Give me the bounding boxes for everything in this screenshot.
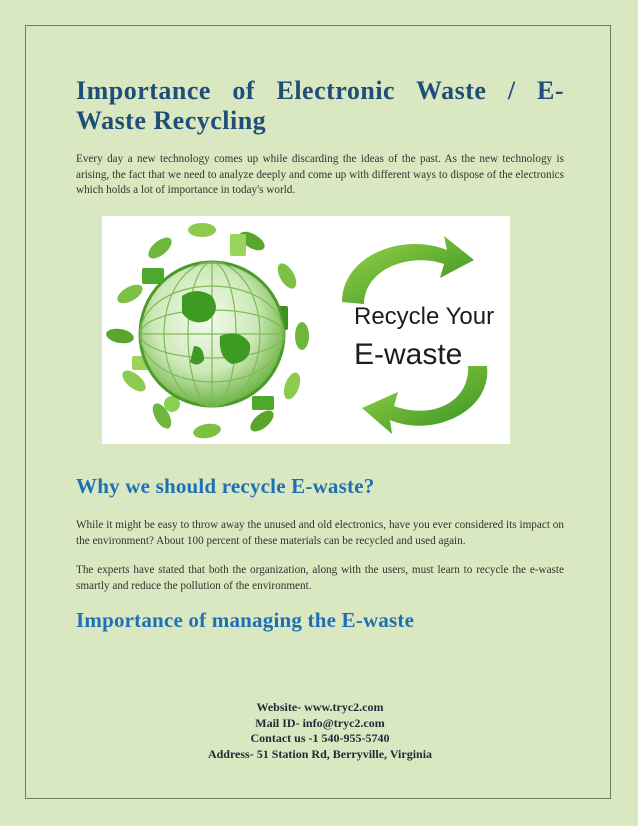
recycle-arrows: [342, 236, 487, 434]
section1-paragraph1: While it might be easy to throw away the unused and old electronics, have you ever considered its impact on the environment? About 100 percent of these materials can be recycled and used again.: [76, 519, 564, 547]
section-heading-managing-ewaste: Importance of managing the E-waste: [76, 608, 415, 632]
contact-footer: [76, 700, 564, 762]
globe-icon: [140, 262, 284, 406]
hero-illustration: [102, 216, 510, 444]
hero-caption-line1: Recycle Your: [354, 303, 495, 330]
website-text: Website- www.tryc2.com: [256, 700, 384, 714]
hero-caption-line2: E-waste: [354, 338, 463, 371]
page-title-line1: Importance of Electronic Waste / E-: [76, 76, 564, 105]
recycle-ewaste-image: [102, 216, 510, 444]
contact-phone-text: Contact us -1 540-955-5740: [250, 731, 390, 745]
mail-id-text: Mail ID- info@tryc2.com: [255, 715, 385, 730]
address-text: Address- 51 Station Rd, Berryville, Virginia: [207, 746, 433, 761]
section1-paragraph2: The experts have stated that both the organization, along with the users, must learn to recycle the e-waste smartly and reduce the pollution of the environment.: [76, 564, 564, 592]
intro-paragraph: Every day a new technology comes up while discarding the ideas of the past. As the new technology is arising, the fact that we need to analyze deeply and come up with different ways to dispose of the electronics which holds a lot of importance in today's world.: [76, 153, 564, 196]
page-title-line2: Waste Recycling: [76, 106, 267, 135]
page-title: [76, 76, 564, 136]
section-heading-why-recycle: Why we should recycle E-waste?: [76, 474, 375, 498]
